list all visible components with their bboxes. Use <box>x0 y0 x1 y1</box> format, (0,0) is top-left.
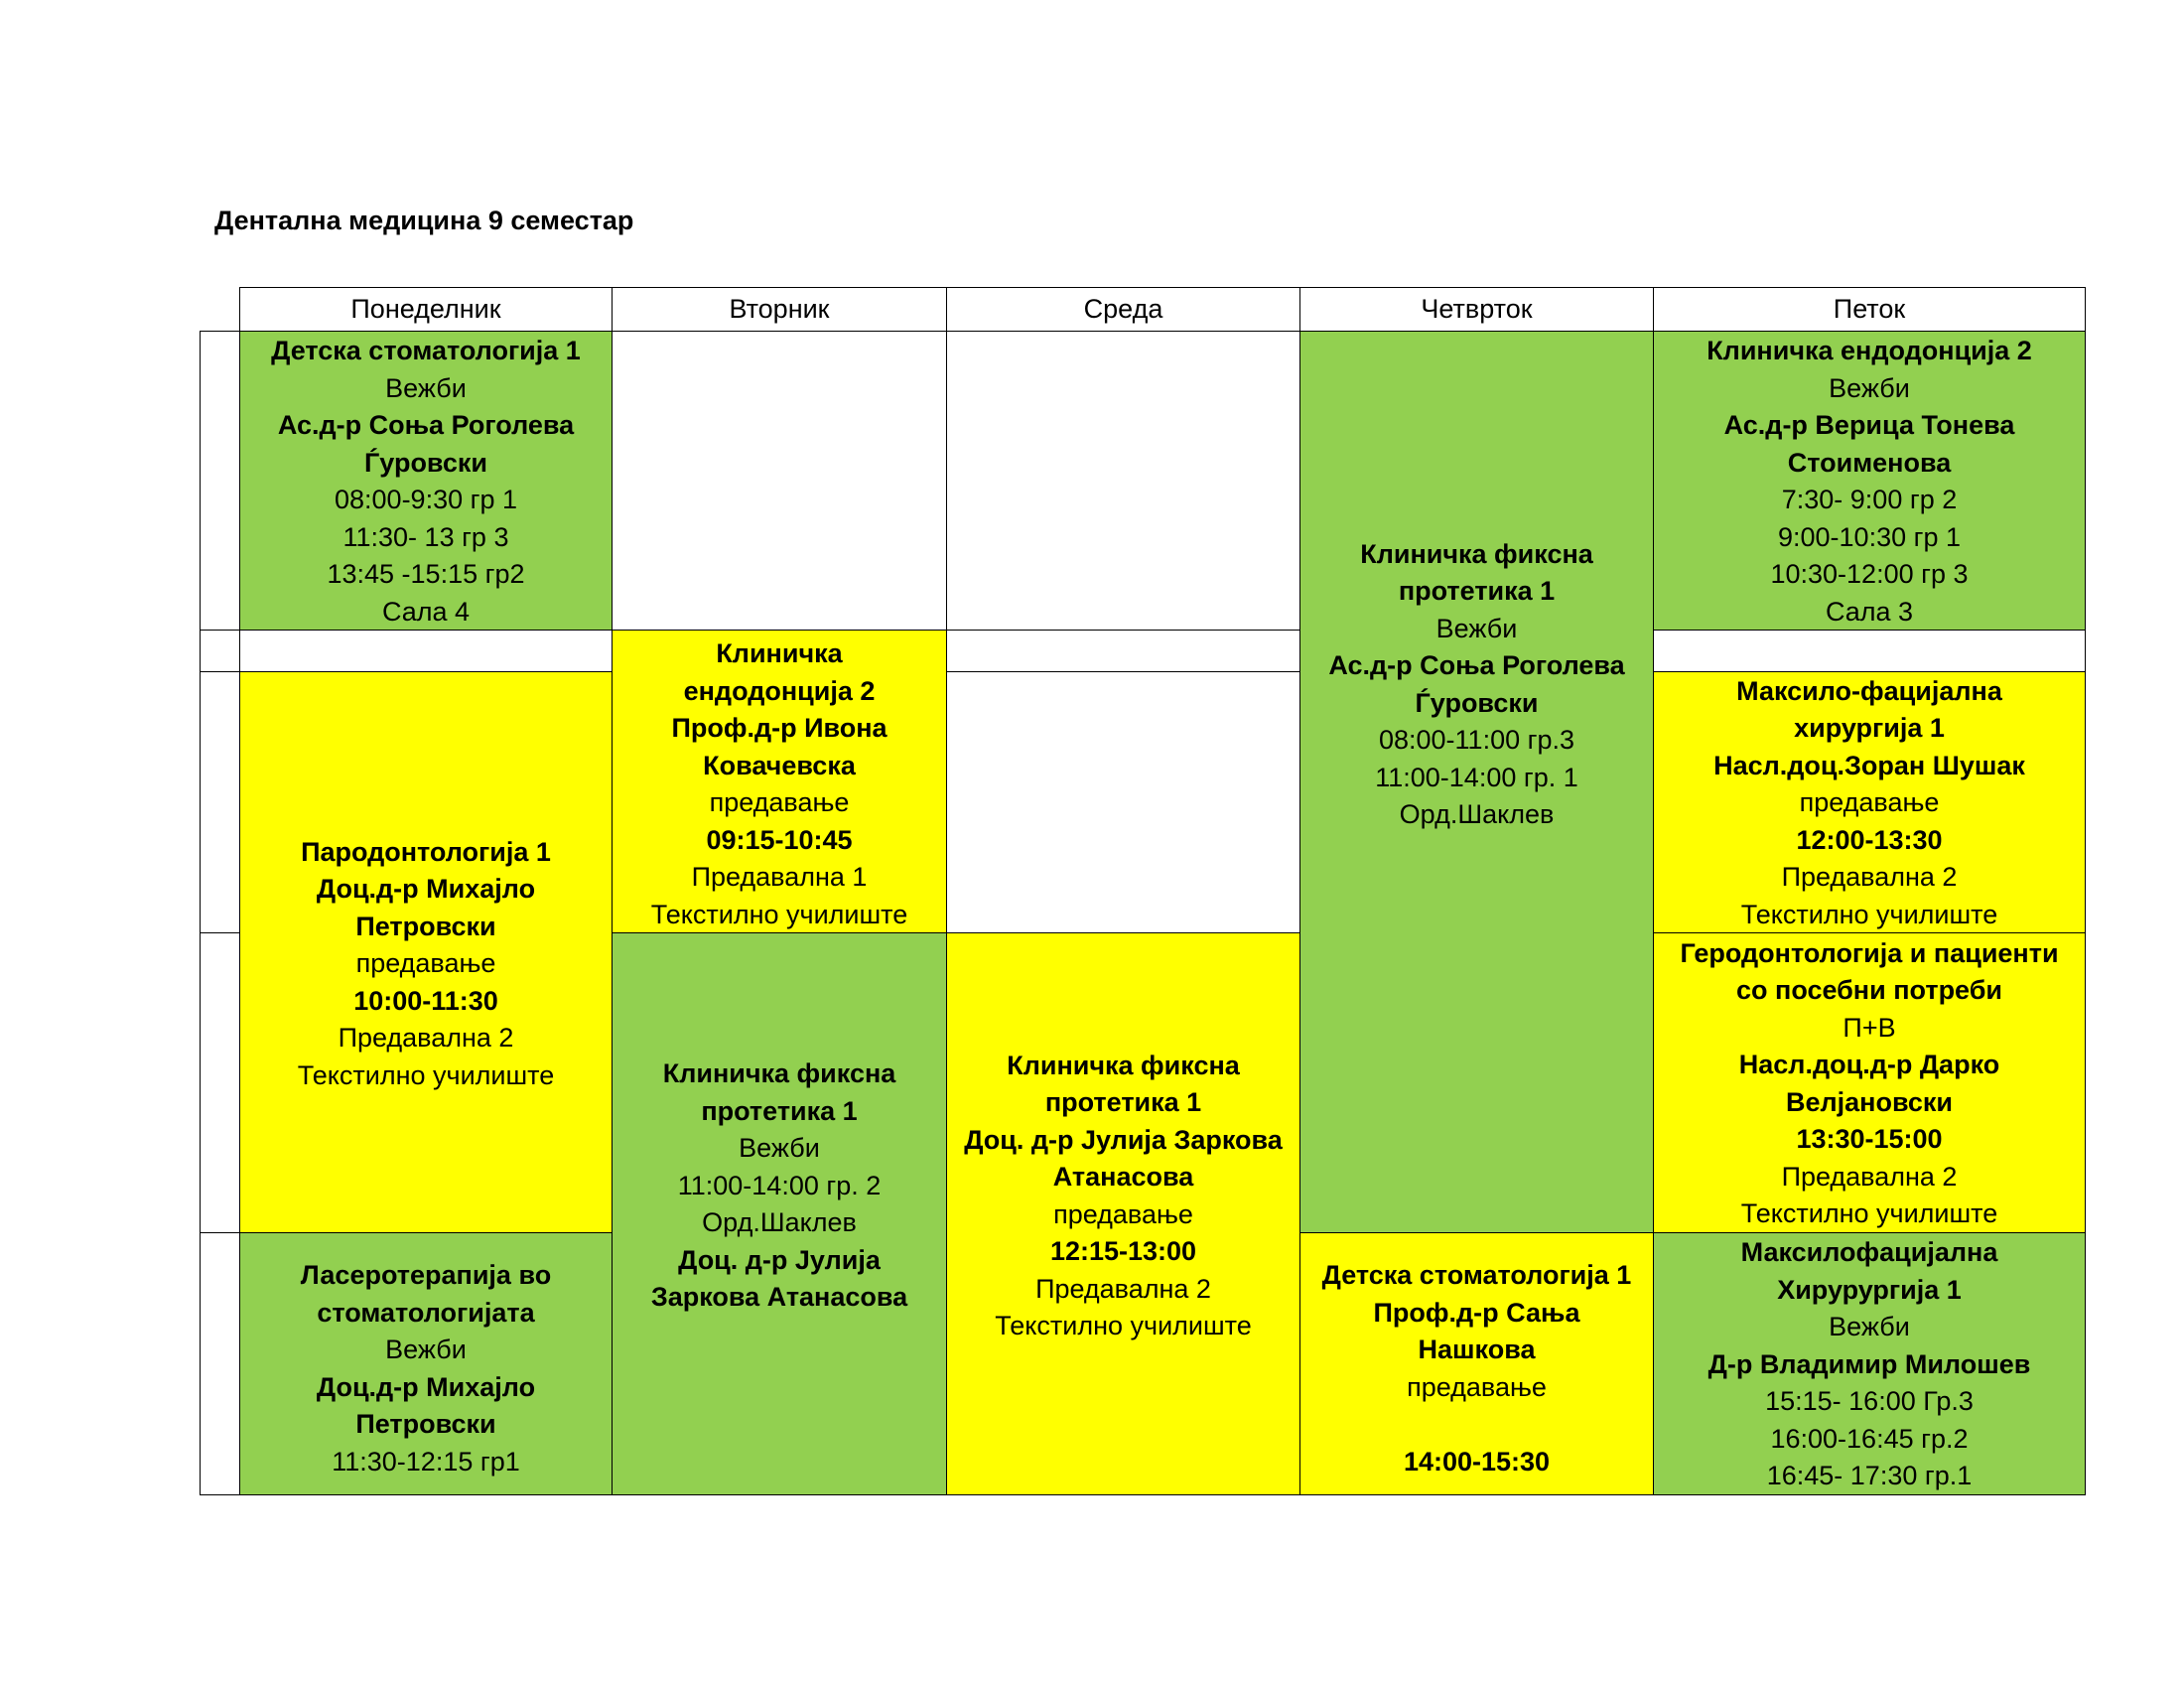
class-line: 10:00-11:30 <box>353 985 498 1016</box>
class-line: 10:30-12:00 гр 3 <box>1770 559 1969 589</box>
class-line: 13:30-15:00 <box>1796 1124 1943 1154</box>
class-line: 08:00-11:00 гр.3 <box>1378 725 1574 755</box>
class-line: предавање <box>1407 1371 1547 1402</box>
class-line: 16:45- 17:30 гр.1 <box>1766 1461 1973 1491</box>
class-line: протетика 1 <box>701 1095 858 1126</box>
class-line: 9:00-10:30 гр 1 <box>1778 521 1961 552</box>
class-line: Д-р Владимир Милошев <box>1707 1348 2031 1379</box>
class-line: предавање <box>355 948 496 979</box>
day-header-thursday: Четврток <box>1299 287 1654 332</box>
class-line: Доц.д-р Михајло <box>316 874 536 905</box>
class-line: предавање <box>709 787 850 817</box>
class-line: Орд.Шаклев <box>702 1207 857 1238</box>
class-block <box>612 630 947 933</box>
class-line: Ласеротерапија во <box>300 1260 552 1290</box>
class-line: Петровски <box>355 1409 496 1439</box>
class-line: стоматологијата <box>317 1297 535 1328</box>
class-line: Предавална 2 <box>1781 862 1958 893</box>
class-line: Сала 3 <box>1825 596 1914 627</box>
class-line: Текстилно училиште <box>1740 1198 1998 1228</box>
class-block <box>1653 1232 2086 1495</box>
class-block <box>1299 1232 1654 1495</box>
empty-slot <box>612 331 947 631</box>
empty-slot <box>239 630 613 672</box>
day-header-monday: Понеделник <box>239 287 613 332</box>
class-line: 12:00-13:30 <box>1796 824 1943 855</box>
class-line: Хирурургија 1 <box>1777 1274 1962 1305</box>
class-line: Вежби <box>1829 372 1910 403</box>
class-block <box>239 1232 613 1495</box>
day-header-wednesday: Среда <box>946 287 1300 332</box>
class-line: Клиничка фиксна <box>662 1058 896 1089</box>
class-line: Текстилно училиште <box>1740 899 1998 929</box>
class-line: Доц.д-р Михајло <box>316 1371 536 1402</box>
class-line: Нашкова <box>1418 1335 1536 1364</box>
class-line: ендодонција 2 <box>683 675 876 706</box>
class-line: 16:00-16:45 гр.2 <box>1770 1423 1969 1454</box>
class-line: 12:15-13:00 <box>1049 1236 1197 1266</box>
class-line: Ковачевска <box>703 750 856 780</box>
class-line: Ас.д-р Соња Роголева <box>1328 650 1625 680</box>
class-line: 13:45 -15:15 гр2 <box>327 559 525 589</box>
class-line: Стоименова <box>1787 447 1952 478</box>
class-line: Велјановски <box>1785 1086 1954 1117</box>
class-line: Клиничка фиксна <box>1360 538 1593 569</box>
class-line: Предавална 2 <box>1035 1273 1211 1304</box>
class-line: Проф.д-р Сања <box>1373 1297 1580 1328</box>
class-line: протетика 1 <box>1044 1087 1202 1117</box>
class-line: Ас.д-р Соња Роголева <box>277 410 575 440</box>
class-line: 11:30-12:15 гр1 <box>332 1446 520 1477</box>
class-line: Максилофацијална <box>1740 1237 1998 1268</box>
class-line: 08:00-9:30 гр 1 <box>335 485 517 514</box>
class-line: Вежби <box>1435 613 1518 643</box>
class-line: Предавална 2 <box>338 1023 514 1054</box>
class-line: Вежби <box>739 1133 820 1164</box>
class-block <box>1299 331 1654 1233</box>
class-line: Текстилно училиште <box>995 1311 1252 1340</box>
class-line: Клиничка ендодонција 2 <box>1706 336 2032 365</box>
class-line: 11:30- 13 гр 3 <box>342 521 509 552</box>
class-line: Петровски <box>355 911 496 941</box>
class-line: Текстилно училиште <box>650 899 908 929</box>
class-line: 7:30- 9:00 гр 2 <box>1781 485 1958 514</box>
time-column-cell <box>200 630 240 672</box>
class-line: П+В <box>1843 1012 1896 1043</box>
class-line: Вежби <box>1829 1312 1910 1342</box>
class-line: Вежби <box>385 1335 467 1364</box>
class-line: Сала 4 <box>381 596 471 627</box>
class-line: 11:00-14:00 гр. 2 <box>677 1170 882 1200</box>
class-line: 09:15-10:45 <box>706 824 853 855</box>
class-line: Насл.доц.Зоран Шушак <box>1713 750 2025 780</box>
class-line: Детска стоматологија 1 <box>271 336 581 365</box>
class-block <box>239 671 613 1233</box>
class-line: 15:15- 16:00 Гр.3 <box>1765 1386 1974 1417</box>
class-line: Клиничка <box>716 638 843 668</box>
class-line: предавање <box>1053 1198 1193 1229</box>
class-line: Ѓуровски <box>1415 687 1539 718</box>
class-line: Детска стоматологија 1 <box>1321 1260 1632 1290</box>
empty-slot <box>946 671 1300 933</box>
class-line: Атанасова <box>1052 1162 1194 1192</box>
class-line: Насл.доц.д-р Дарко <box>1738 1050 2000 1079</box>
class-line: Проф.д-р Ивона <box>671 713 887 743</box>
class-line: Вежби <box>385 372 467 403</box>
class-line: Предавална 1 <box>691 862 868 892</box>
class-line: Доц. д-р Јулија <box>678 1244 881 1275</box>
class-line: Клиничка фиксна <box>1007 1050 1240 1080</box>
class-block <box>612 932 947 1495</box>
class-line: Заркова Атанасова <box>650 1282 908 1313</box>
class-line: Пародонтологија 1 <box>301 836 551 867</box>
class-line: 14:00-15:30 <box>1403 1446 1551 1477</box>
class-line: протетика 1 <box>1398 576 1556 606</box>
class-line: Ас.д-р Верица Тонева <box>1723 410 2015 440</box>
day-header-friday: Петок <box>1653 287 2086 332</box>
class-line: 11:00-14:00 гр. 1 <box>1375 762 1578 792</box>
class-line: Геродонтологија и пациенти <box>1680 937 2059 968</box>
day-header-tuesday: Вторник <box>612 287 947 332</box>
page-title: Дентална медицина 9 семестар <box>214 206 634 235</box>
class-line: Максило-фацијална <box>1736 675 2002 706</box>
empty-slot <box>946 630 1300 672</box>
empty-slot <box>1653 630 2086 672</box>
time-column-cell <box>200 331 240 631</box>
class-line: Предавална 2 <box>1781 1161 1958 1192</box>
class-block <box>1653 671 2086 933</box>
class-block <box>946 932 1300 1495</box>
class-block <box>1653 932 2086 1233</box>
class-line: со посебни потреби <box>1736 975 2002 1005</box>
class-line: Ѓуровски <box>363 447 487 478</box>
empty-slot <box>946 331 1300 631</box>
class-line: предавање <box>1799 787 1940 818</box>
class-block <box>239 331 613 631</box>
time-column-cell <box>200 932 240 1233</box>
class-line: Доц. д-р Јулија Заркова <box>964 1124 1283 1155</box>
class-line: хирургија 1 <box>1794 713 1945 744</box>
class-line: Орд.Шаклев <box>1399 799 1555 829</box>
time-column-cell <box>200 1232 240 1495</box>
class-line: Текстилно училиште <box>297 1059 555 1090</box>
time-column-cell <box>200 671 240 933</box>
class-block <box>1653 331 2086 631</box>
